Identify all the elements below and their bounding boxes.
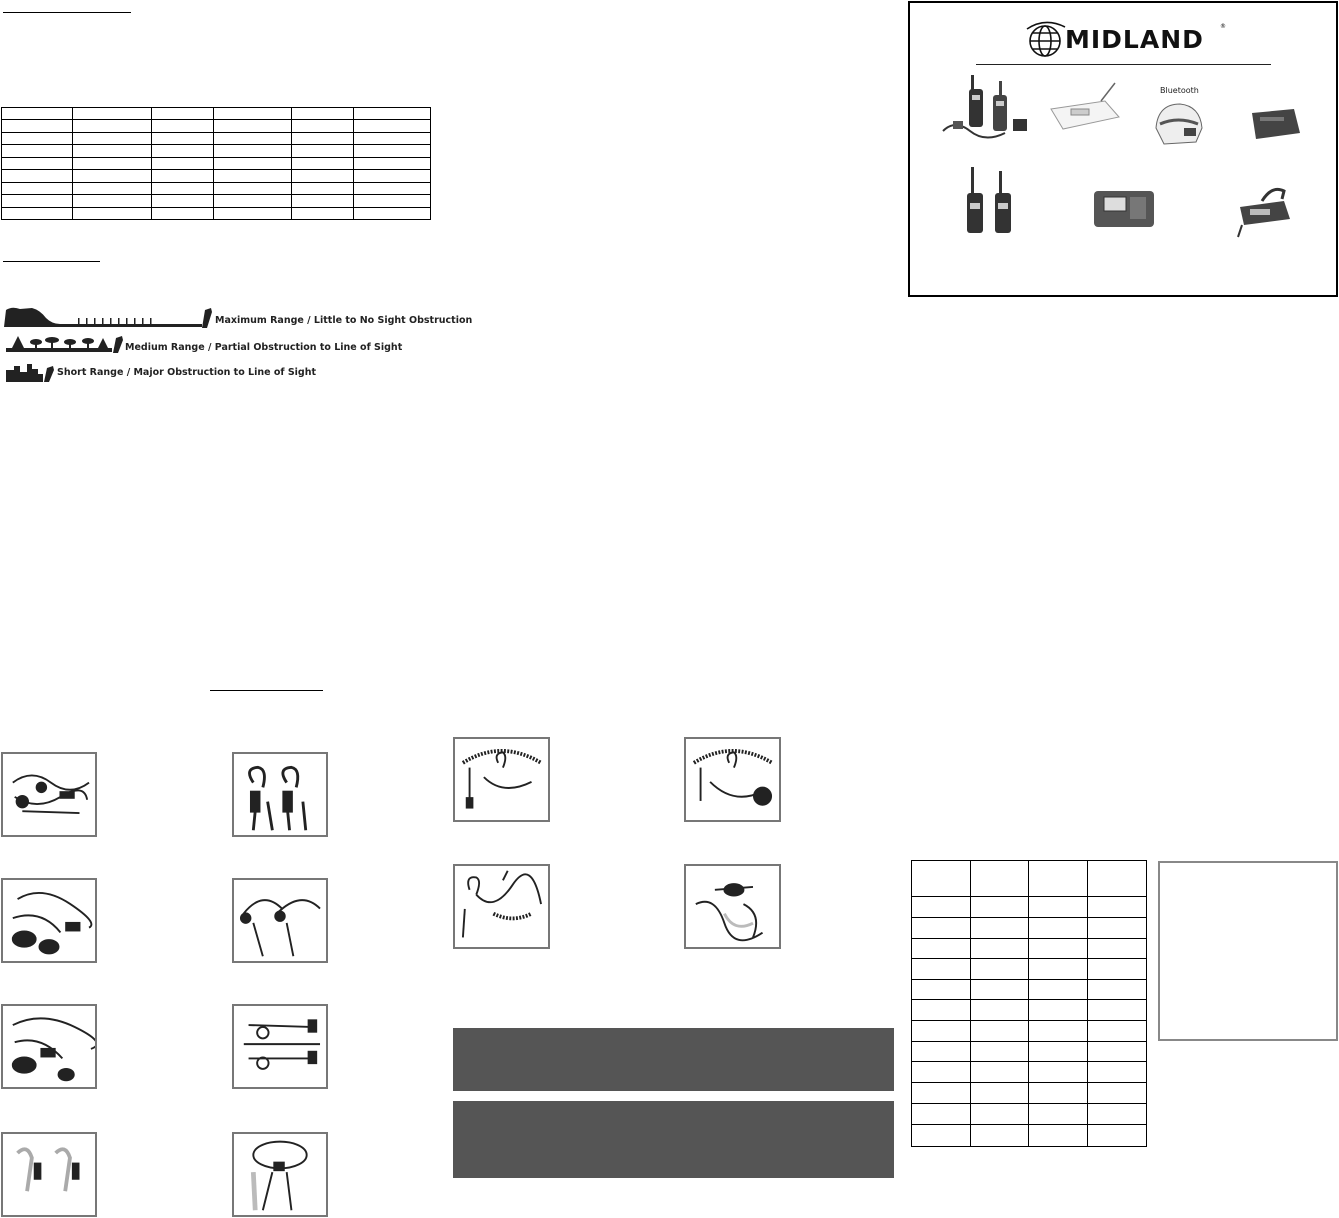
midland-logo-text: MIDLAND: [1065, 25, 1204, 54]
logo-divider: [976, 64, 1271, 65]
midland-product-panel: [908, 1, 1338, 297]
globe-logo-icon: [1025, 21, 1067, 59]
info-banner-2: [453, 1101, 894, 1178]
accessory-photo-acoustic-tube-mics: [1, 1132, 97, 1217]
range-heading-underline: [3, 261, 100, 262]
tree-icon: [12, 336, 108, 350]
city-skyline-icon: [6, 364, 43, 382]
accessory-photo-helmet-speakers: [1, 878, 97, 963]
accessory-photo-helmet-kit: [1, 1004, 97, 1089]
registered-mark: ®: [1220, 23, 1226, 30]
radio-icon: [202, 308, 212, 328]
accessory-photo-throat-mic: [232, 1132, 328, 1217]
product-walkie-talkies: [955, 163, 1025, 239]
bluetooth-label: Bluetooth: [1160, 86, 1199, 95]
info-banner-1: [453, 1028, 894, 1091]
maximum-range-label: Maximum Range / Little to No Sight Obstruction: [215, 315, 473, 326]
short-range-label: Short Range / Major Obstruction to Line of Sight: [57, 367, 317, 378]
product-bluetooth-helmet: [1148, 98, 1208, 153]
accessory-photo-earbud-mics: [1, 752, 97, 837]
accessory-photo-surveillance-headset: [453, 864, 550, 949]
accessory-photo-boom-mic-headsets: [232, 1004, 328, 1089]
radio-icon: [113, 336, 123, 353]
medium-range-label: Medium Range / Partial Obstruction to Line of Sight: [125, 342, 403, 353]
specification-table: [1, 107, 431, 220]
section-heading-underline: [3, 12, 131, 13]
channel-frequency-table: [911, 860, 1147, 1147]
accessories-heading-underline: [210, 690, 323, 691]
product-two-way-radios-kit: [935, 69, 1033, 153]
accessory-photo-neckband-headsets: [232, 878, 328, 963]
product-emergency-radio: [1090, 183, 1158, 235]
radio-icon: [44, 366, 54, 382]
accessory-photo-ear-hook-headsets: [232, 752, 328, 837]
mountain-terrain-icon: [4, 308, 202, 327]
product-weather-radio: [1045, 81, 1125, 143]
accessory-photo-lapel-mic-earpiece: [684, 864, 781, 949]
accessory-photo-coiled-earpiece: [453, 737, 550, 822]
product-action-camera: [1248, 103, 1304, 145]
product-cb-radio: [1232, 181, 1296, 239]
accessory-photo-coiled-ptt-earpiece: [684, 737, 781, 822]
notes-box: [1158, 861, 1338, 1041]
